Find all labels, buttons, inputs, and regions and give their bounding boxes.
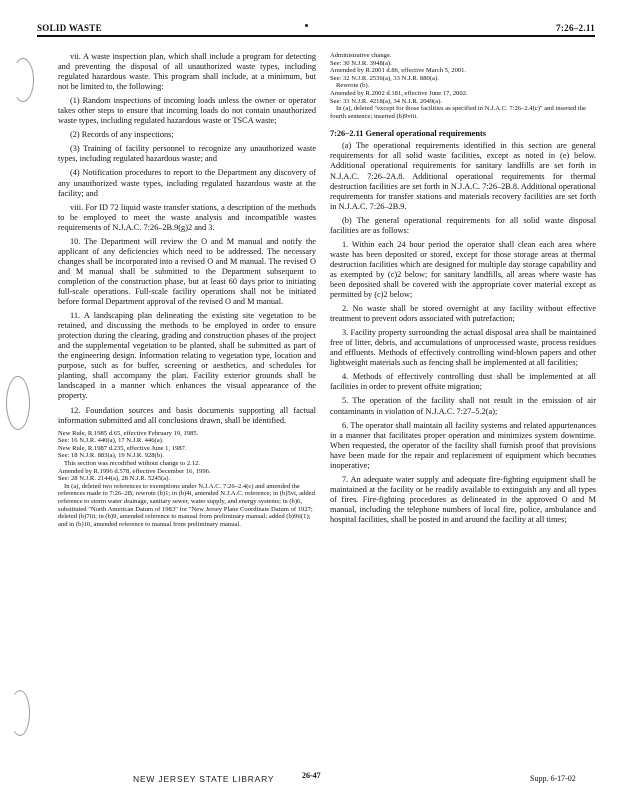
library-stamp: NEW JERSEY STATE LIBRARY: [133, 774, 275, 784]
history-note: See: 28 N.J.R. 2144(a), 28 N.J.R. 5245(a).: [58, 475, 171, 483]
history-notes: [58, 430, 316, 529]
history-note: New Rule, R.1987 d.235, effective June 1, 1987.: [58, 444, 187, 452]
history-note: Amended by R.2002 d.181, effective June 17, 2002.: [330, 89, 468, 97]
punch-hole-mark: [10, 690, 30, 736]
paragraph-b5: 5. The operation of the facility shall not result in the emission of air contaminants in violation of N.J.A.C. 7:27–5.2(a);: [330, 396, 596, 416]
history-note: See: 30 N.J.R. 3948(a).: [330, 59, 392, 67]
history-note: In (a), deleted two references to exemptions under N.J.A.C. 7:26–2.4(c) and amended the references made to 7:26–2B; rewrote (b)1; in (b)4i, amended N.J.A.C. reference; in (b)5vi, added reference to storm water drainage, sanitary sewer, water supply, and energy systems; in (b)6, substituted "North American Datum of 1983" for "New Jersey Plane Coordinate Datum of 1927; deleted (b)7iii; in (b)9, amended reference to manual from preliminary manual; added (b)9ii(1); and in (b)10, amended reference to manual from preliminary manual.: [58, 482, 315, 528]
history-note: Amended by R.1996 d.578, effective December 16, 1996.: [58, 467, 211, 475]
punch-hole-mark: [6, 376, 30, 430]
left-column: [58, 52, 316, 748]
paragraph-10: 10. The Department will review the O and M manual and notify the applicant of any deficiencies which need to be addressed. The necessary changes shall be incorporated into a revised O and M manual. The revised O and M manual shall be submitted to the Department subsequent to completion of the construction phase, but at least 60 days prior to initiating full-scale operations. Full-scale facility operations shall not be initiated before formal Department approval of the revised O and M manual.: [58, 236, 316, 307]
paragraph-12: 12. Foundation sources and basis documents supporting all factual information submitted and all conclusions drawn, shall be identified.: [58, 405, 316, 425]
paragraph-vii-1: (1) Random inspections of incoming loads unless the owner or operator takes other steps to ensure that incoming loads do not contain unauthorized waste types, including regulated hazardous waste or TSCA waste;: [58, 96, 316, 126]
history-note: Rewrote (b).: [336, 82, 370, 90]
paragraph-b6: 6. The operator shall maintain all facility systems and related appurtenances in a manner that facilitates proper operation and minimizes system downtime. When requested, the operator of the facility shall furnish proof that provisions have been made for the repair and replacement of equipment which becomes inoperative;: [330, 420, 596, 470]
paragraph-b: (b) The general operational requirements for all solid waste disposal facilities are as follows:: [330, 215, 596, 235]
header-rule: [37, 35, 595, 37]
section-title: 7:26–2.11 General operational requirements: [330, 129, 486, 139]
paragraph-11: 11. A landscaping plan delineating the existing site vegetation to be retained, and discussing the methods to be employed in order to ensure protection during the clearing, grading and construction phases of the project and the supplemental vegetation to be planted, shall be submitted as part of the engineering design. Information relating to vegetation type, location and purpose, such as for buffer, screening or aesthetics, and schedules for planting, shall accompany the plan. Facility exterior grounds shall be landscaped in a manner which enhances the visual appearance of the property.: [58, 311, 316, 401]
history-note: Administrative change.: [330, 52, 392, 59]
paragraph-b2: 2. No waste shall be stored overnight at any facility without effective treatment to prevent odors associated with putrefaction;: [330, 304, 596, 324]
history-note: See: 18 N.J.R. 883(a), 19 N.J.R. 928(b).: [58, 452, 164, 460]
paragraph-vii-2: (2) Records of any inspections;: [70, 130, 174, 140]
paragraph-a: (a) The operational requirements identified in this section are general requirements for all solid waste facilities, except as noted in (e) below. Additional operational requirements for sanitary landfills are set forth in N.J.A.C. 7:26–2A.8. Additional operational requirements for thermal destruction facilities are set forth in N.J.A.C. 7:26–2B.8. Additional operational requirements for transfer stations and materials recovery facilities are set forth in N.J.A.C. 7:26–2B.9.: [330, 141, 596, 211]
paragraph-b1: 1. Within each 24 hour period the operator shall clean each area where waste has been deposited or stored, except for those storage areas at thermal destruction facilities which are designed for multiple day storage capability and as exempted by (c)2 below; for sanitary landfills, all areas where waste has been deposited shall be covered with the appropriate cover material except as permitted by (c)2 below;: [330, 239, 596, 300]
history-note: See: 32 N.J.R. 2536(a), 33 N.J.R. 880(a).: [330, 74, 439, 82]
history-note: New Rule, R.1985 d.65, effective February 19, 1985.: [58, 429, 199, 437]
paragraph-vii: vii. A waste inspection plan, which shall include a program for detecting and preventing the disposal of all unauthorized waste types, including regulated hazardous waste. This program shall include, at a minimum, but not be limited to, the following:: [58, 52, 316, 92]
history-note: This section was recodified without change to 2.12.: [64, 459, 201, 467]
supplement-date: Supp. 6-17-02: [530, 774, 576, 783]
right-column: [330, 52, 596, 742]
paragraph-b4: 4. Methods of effectively controlling dust shall be implemented at all facilities in order to prevent offsite migration;: [330, 372, 596, 392]
history-note: In (a), deleted "except for those facilities as specified in N.J.A.C. 7:26–2.4(c)" and inserted the fourth sentence; inserted (b)9viii.: [330, 105, 587, 120]
paragraph-b3: 3. Facility property surrounding the actual disposal area shall be maintained free of litter, debris, and accumulations of unprocessed waste, process residues and effluents. Methods of effectively controlling wind-blown papers and other lightweight materials such as fencing shall be implemented at all facilities;: [330, 328, 596, 368]
history-note: See: 33 N.J.R. 4218(a), 34 N.J.R. 2049(a).: [330, 97, 443, 105]
scan-dot: [305, 24, 308, 27]
punch-hole-mark: [12, 58, 34, 102]
paragraph-b7: 7. An adequate water supply and adequate fire-fighting equipment shall be maintained at the facility or be readily available to extinguish any and all types of fires. Fire-fighting procedures as delineated in the approved O and M manual, including the telephone numbers of local fire, police, ambulance and hospital facilities, shall be posted in and around the facility at all times;: [330, 474, 596, 524]
page-header: [37, 21, 595, 39]
page-number: 26-47: [302, 771, 321, 780]
history-note: Amended by R.2001 d.86, effective March 5, 2001.: [330, 67, 467, 75]
history-note: See: 16 N.J.R. 440(a), 17 N.J.R. 446(a).: [58, 437, 164, 445]
paragraph-viii: viii. For ID 72 liquid waste transfer stations, a description of the methods to be employed to meet the waste analysis and incompatible wastes requirements of N.J.A.C. 7:26–2B.9(g)2 and 3.: [58, 202, 316, 232]
paragraph-vii-3: (3) Training of facility personnel to recognize any unauthorized waste types, including regulated hazardous waste; and: [58, 144, 316, 164]
running-head-section: 7:26–2.11: [556, 23, 595, 33]
running-head-title: SOLID WASTE: [37, 23, 102, 33]
history-notes-continued: [330, 52, 596, 120]
paragraph-vii-4: (4) Notification procedures to report to the Department any discovery of any unauthorized waste types, including regulated hazardous waste at the facility; and: [58, 168, 316, 198]
